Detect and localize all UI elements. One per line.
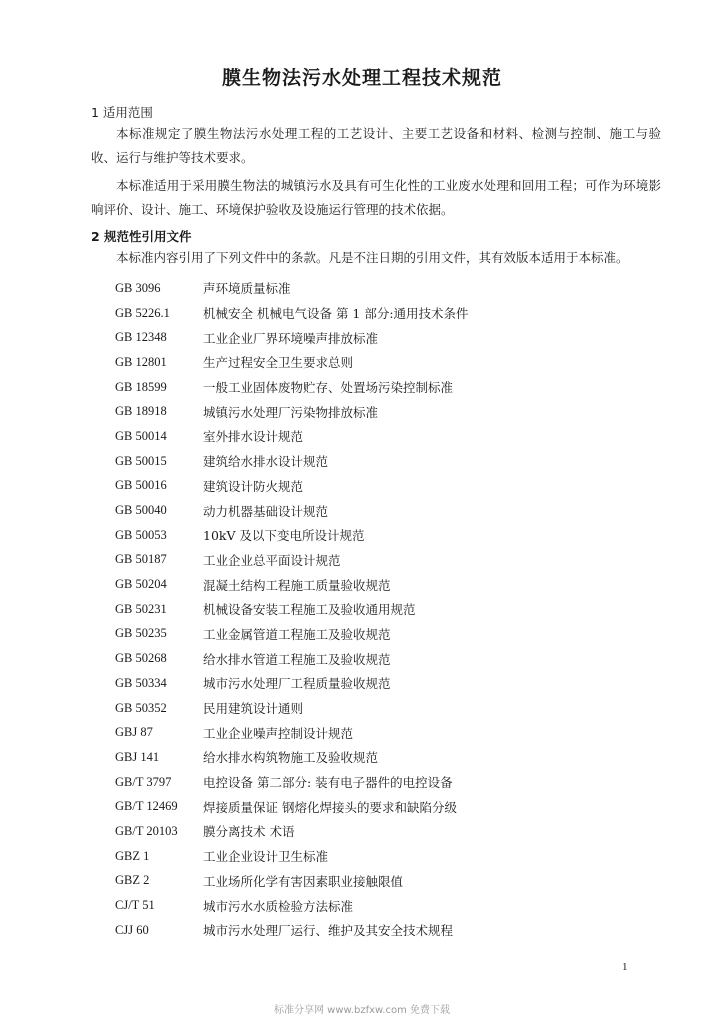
reference-code: CJJ 60 [115, 922, 149, 937]
reference-code: GB 18918 [115, 404, 167, 419]
reference-name: 工业企业厂界环境噪声排放标准 [203, 330, 379, 346]
reference-item [115, 696, 675, 721]
reference-item [115, 671, 675, 696]
reference-code: GB 12348 [115, 330, 167, 345]
reference-code: GB 50231 [115, 601, 167, 616]
reference-code: GB 3096 [115, 280, 161, 295]
reference-item [115, 893, 675, 918]
reference-name: 混凝土结构工程施工质量验收规范 [203, 577, 391, 593]
reference-code: GB 5226.1 [115, 305, 170, 320]
reference-name: 膜分离技术 术语 [203, 824, 295, 840]
reference-item [115, 350, 675, 375]
reference-name: 建筑设计防火规范 [203, 478, 304, 494]
reference-item [115, 301, 675, 326]
section-1-paragraph-1: 本标准规定了膜生物法污水处理工程的工艺设计、主要工艺设备和材料、检测与控制、施工与验收、运行与维护等技术要求。 [91, 126, 661, 165]
reference-item [115, 572, 675, 597]
reference-name: 城镇污水处理厂污染物排放标准 [203, 404, 379, 420]
reference-item [115, 869, 675, 894]
reference-code: GB 18599 [115, 379, 167, 394]
reference-code: GB/T 20103 [115, 823, 178, 838]
reference-name: 建筑给水排水设计规范 [203, 454, 329, 470]
reference-list [115, 276, 675, 943]
section-1-paragraph-2: 本标准适用于采用膜生物法的城镇污水及具有可生化性的工业废水处理和回用工程；可作为环境影响评价、设计、施工、环境保护验收及设施运行管理的技术依据。 [91, 178, 661, 217]
reference-name: 声环境质量标准 [203, 281, 291, 297]
reference-name: 机械安全 机械电气设备 第 1 部分:通用技术条件 [203, 306, 469, 322]
page-number: 1 [622, 961, 628, 973]
reference-code: GBZ 2 [115, 873, 150, 888]
reference-name: 民用建筑设计通则 [203, 701, 304, 717]
reference-code: GB 50015 [115, 453, 167, 468]
reference-name: 城市污水处理厂工程质量验收规范 [203, 676, 391, 692]
reference-name: 电控设备 第二部分: 装有电子器件的电控设备 [203, 775, 453, 791]
reference-code: GB 50014 [115, 428, 167, 443]
reference-name: 工业金属管道工程施工及验收规范 [203, 626, 391, 642]
reference-code: GB/T 3797 [115, 774, 172, 789]
reference-item [115, 548, 675, 573]
reference-code: GB 50016 [115, 478, 167, 493]
reference-item [115, 523, 675, 548]
reference-code: GB 50204 [115, 577, 167, 592]
reference-code: GB 50235 [115, 626, 167, 641]
reference-code: GB 50268 [115, 651, 167, 666]
reference-code: GB 12801 [115, 354, 167, 369]
page-title: 膜生物法污水处理工程技术规范 [221, 67, 502, 89]
reference-item [115, 276, 675, 301]
reference-code: GB 50040 [115, 503, 167, 518]
section-2-intro: 本标准内容引用了下列文件中的条款。凡是不注日期的引用文件，其有效版本适用于本标准。 [116, 250, 629, 265]
reference-code: GB 50187 [115, 552, 167, 567]
reference-item [115, 770, 675, 795]
reference-item [115, 375, 675, 400]
reference-code: CJ/T 51 [115, 898, 155, 913]
reference-item [115, 449, 675, 474]
reference-name: 工业企业噪声控制设计规范 [203, 725, 354, 741]
reference-item [115, 424, 675, 449]
reference-item [115, 918, 675, 943]
reference-code: GB 50334 [115, 675, 167, 690]
reference-code: GBJ 141 [115, 749, 160, 764]
reference-name: 焊接质量保证 钢熔化焊接头的要求和缺陷分级 [203, 799, 457, 815]
reference-item [115, 325, 675, 350]
reference-name: 一般工业固体废物贮存、处置场污染控制标准 [203, 380, 454, 396]
reference-name: 工业企业设计卫生标准 [203, 849, 329, 865]
reference-item [115, 794, 675, 819]
reference-item [115, 474, 675, 499]
reference-code: GBJ 87 [115, 725, 153, 740]
reference-name: 城市污水处理厂运行、维护及其安全技术规程 [203, 923, 454, 939]
reference-code: GB 50053 [115, 527, 167, 542]
footer-watermark: 标准分享网 www.bzfxw.com 免费下载 [274, 1005, 450, 1016]
reference-item [115, 646, 675, 671]
reference-name: 工业企业总平面设计规范 [203, 552, 341, 568]
reference-name: 动力机器基础设计规范 [203, 503, 329, 519]
reference-code: GB/T 12469 [115, 799, 178, 814]
reference-name: 室外排水设计规范 [203, 429, 304, 445]
reference-code: GB 50352 [115, 700, 167, 715]
reference-name: 机械设备安装工程施工及验收通用规范 [203, 602, 416, 618]
reference-name: 工业场所化学有害因素职业接触限值 [203, 873, 404, 889]
reference-item [115, 399, 675, 424]
reference-item [115, 844, 675, 869]
reference-name: 给水排水管道工程施工及验收规范 [203, 651, 391, 667]
reference-item [115, 745, 675, 770]
reference-name: 10kV 及以下变电所设计规范 [203, 528, 365, 544]
reference-item [115, 597, 675, 622]
reference-name: 给水排水构筑物施工及验收规范 [203, 750, 379, 766]
reference-name: 城市污水水质检验方法标准 [203, 898, 354, 914]
reference-item [115, 819, 675, 844]
reference-code: GBZ 1 [115, 848, 150, 863]
reference-name: 生产过程安全卫生要求总则 [203, 355, 354, 371]
reference-item [115, 720, 675, 745]
section-2-heading: 2 规范性引用文件 [91, 229, 192, 244]
section-1-heading: 1 适用范围 [91, 105, 153, 120]
reference-item [115, 622, 675, 647]
reference-item [115, 498, 675, 523]
